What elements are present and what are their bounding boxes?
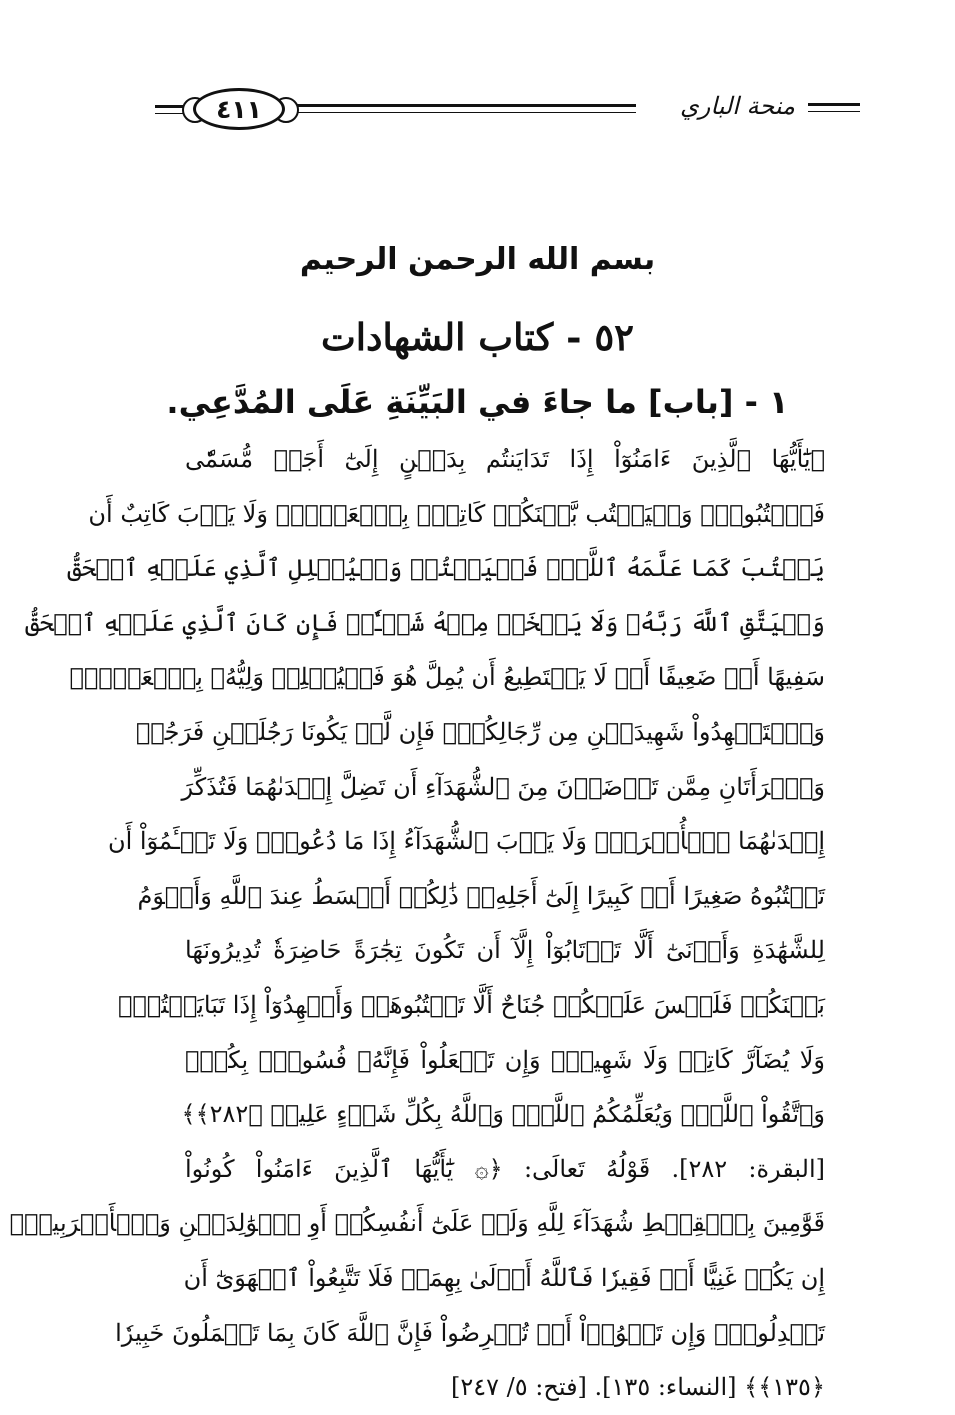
body-line: إِحۡدَىٰهُمَا ٱلۡأُخۡرَىٰۚ وَلَا يَأۡبَ ٱلشُّهَدَآءُ إِذَا مَا دُعُواْۚ وَلَا تَسۡـَٔمُوٓاْ أَن bbox=[108, 827, 825, 856]
body-line: وَٱتَّقُواْ ٱللَّهَۖ وَيُعَلِّمُكُمُ ٱللَّهُۗ وَٱللَّهُ بِكُلِّ شَيۡءٍ عَلِيمٞ ﴿٢٨٢﴾﴾ bbox=[181, 1100, 825, 1129]
body-line: سَفِيهًا أَوۡ ضَعِيفًا أَوۡ لَا يَسۡتَطِيعُ أَن يُمِلَّ هُوَ فَلۡيُمۡلِلۡ وَلِيُّهُۥ بِٱلۡعَدۡلِۚ bbox=[69, 663, 825, 692]
body-line: [البقرة: ٢٨٢]. قَوْلُهُ تَعالَى: ﴿۞ يَٰٓأَيُّهَا ٱلَّذِينَ ءَامَنُواْ كُونُواْ bbox=[185, 1154, 825, 1183]
page-number: ٤١١ bbox=[193, 88, 285, 130]
body-line: وَٱمۡرَأَتَانِ مِمَّن تَرۡضَوۡنَ مِنَ ٱلشُّهَدَآءِ أَن تَضِلَّ إِحۡدَىٰهُمَا فَتُذَكِّرَ bbox=[181, 772, 825, 801]
body-line: بَيۡنَكُمۡ فَلَيۡسَ عَلَيۡكُمۡ جُنَاحٌ أَلَّا تَكۡتُبُوهَاۗ وَأَشۡهِدُوٓاْ إِذَا تَبَايَعۡتُمۡۚ bbox=[117, 990, 825, 1019]
body-line: فَٱكۡتُبُوهُۚ وَلۡيَكۡتُب بَّيۡنَكُمۡ كَاتِبُۢ بِٱلۡعَدۡلِۚ وَلَا يَأۡبَ كَاتِبٌ أَن bbox=[88, 499, 825, 528]
basmala: بسم الله الرحمن الرحيم bbox=[299, 242, 656, 277]
header-rule-middle-thin bbox=[284, 112, 636, 113]
body-line: لِلشَّهَٰدَةِ وَأَدۡنَىٰٓ أَلَّا تَرۡتَابُوٓاْ إِلَّآ أَن تَكُونَ تِجَٰرَةً حَاضِرَةٗ تُدِيرُونَهَا bbox=[185, 936, 825, 965]
body-line: إِن يَكُنۡ غَنِيًّا أَوۡ فَقِيرٗا فَٱللَّهُ أَوۡلَىٰ بِهِمَاۖ فَلَا تَتَّبِعُواْ ٱلۡهَوَىٰٓ أَن bbox=[183, 1263, 825, 1292]
running-head: منحة الباري bbox=[680, 92, 795, 120]
body-text bbox=[9, 432, 825, 1415]
body-line: وَٱسۡتَشۡهِدُواْ شَهِيدَيۡنِ مِن رِّجَالِكُمۡۖ فَإِن لَّمۡ يَكُونَا رَجُلَيۡنِ فَرَجُلٞ bbox=[135, 717, 825, 746]
header-rule-right-thin bbox=[808, 111, 860, 112]
chapter-title: ١ - [باب] ما جاءَ في البَيِّنَةِ عَلَى المُدَّعِي. bbox=[166, 383, 789, 421]
body-line: ﴿١٣٥﴾﴾ [النساء: ١٣٥]. [فتح: ٥/ ٢٤٧] bbox=[450, 1373, 825, 1402]
header-rule-right bbox=[808, 103, 860, 106]
header-rule-middle bbox=[284, 104, 636, 107]
body-line: قَوَّٰمِينَ بِٱلۡقِسۡطِ شُهَدَآءَ لِلَّهِ وَلَوۡ عَلَىٰٓ أَنفُسِكُمۡ أَوِ ٱلۡوَٰلِدَيۡنِ وَٱلۡأَقۡرَبِينَۚ bbox=[9, 1209, 825, 1238]
body-line: يَكۡتُبَ كَمَا عَلَّمَهُ ٱللَّهُۚ فَلۡيَكۡتُبۡ وَلۡيُمۡلِلِ ٱلَّذِي عَلَيۡهِ ٱلۡحَقُّ bbox=[67, 554, 825, 583]
body-line: تَعۡدِلُواْۚ وَإِن تَلۡوُۥٓاْ أَوۡ تُعۡرِضُواْ فَإِنَّ ٱللَّهَ كَانَ بِمَا تَعۡمَلُونَ خَبِيرٗا bbox=[115, 1318, 825, 1347]
body-line: وَلۡيَتَّقِ ٱللَّهَ رَبَّهُۥ وَلَا يَبۡخَسۡ مِنۡهُ شَيۡـٔٗاۚ فَإِن كَانَ ٱلَّذِي عَلَيۡهِ ٱلۡحَقُّ bbox=[25, 608, 825, 637]
body-line: وَلَا يُضَآرَّ كَاتِبٞ وَلَا شَهِيدٞۚ وَإِن تَفۡعَلُواْ فَإِنَّهُۥ فُسُوقُۢ بِكُمۡۗ bbox=[185, 1045, 825, 1074]
book-title: ٥٢ - كتاب الشهادات bbox=[320, 315, 635, 359]
body-line: تَكۡتُبُوهُ صَغِيرًا أَوۡ كَبِيرًا إِلَىٰٓ أَجَلِهِۦۚ ذَٰلِكُمۡ أَقۡسَطُ عِندَ ٱللَّهِ وَأَقۡوَمُ bbox=[137, 881, 825, 910]
body-line: ﴿يَٰٓأَيُّهَا ٱلَّذِينَ ءَامَنُوٓاْ إِذَا تَدَايَنتُم بِدَيۡنٍ إِلَىٰٓ أَجَلٖ مُّسَمّٗى bbox=[185, 445, 825, 473]
